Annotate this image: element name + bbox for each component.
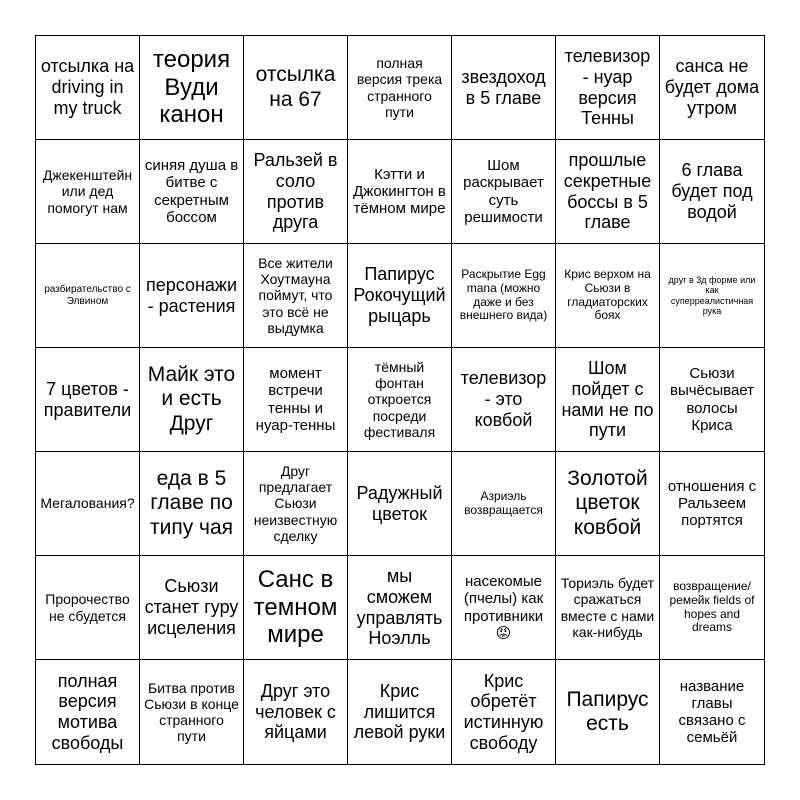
bingo-cell-text: Кэтти и Джокингтон в тёмном мире (353, 165, 446, 218)
bingo-cell[interactable] (556, 36, 660, 140)
bingo-cell-text: друг в 3д форме или как суперреалистичная рука (668, 274, 756, 316)
bingo-cell[interactable] (556, 452, 660, 556)
bingo-cell-text: разбирательство с Элвином (44, 284, 131, 307)
bingo-cell[interactable] (660, 556, 764, 660)
bingo-cell[interactable] (556, 556, 660, 660)
bingo-cell-text: прошлые секретные боссы в 5 главе (563, 150, 652, 233)
bingo-cell[interactable] (452, 244, 556, 348)
bingo-cell-text: момент встречи тенны и нуар-тенны (255, 365, 336, 434)
bingo-cell[interactable] (660, 452, 764, 556)
bingo-cell-text: Золотой цветок ковбой (567, 467, 648, 539)
bingo-cell[interactable] (140, 660, 244, 764)
bingo-cell[interactable] (36, 660, 140, 764)
bingo-cell[interactable] (452, 556, 556, 660)
bingo-cell[interactable] (244, 452, 348, 556)
bingo-cell[interactable] (244, 660, 348, 764)
bingo-cell-text: персонажи - растения (145, 274, 238, 316)
bingo-cell[interactable] (660, 36, 764, 140)
bingo-cell-text: насекомые (пчелы) как противники 😡 (463, 573, 544, 642)
bingo-cell[interactable] (452, 36, 556, 140)
bingo-board (35, 35, 765, 765)
bingo-cell-text: отсылка на 67 (255, 63, 336, 111)
bingo-cell-text: Майк это и есть Друг (147, 363, 236, 435)
bingo-cell-text: Папирус есть (566, 687, 649, 735)
bingo-cell[interactable] (36, 244, 140, 348)
bingo-cell-text: Крис лишится левой руки (353, 680, 446, 743)
bingo-cell[interactable] (348, 556, 452, 660)
bingo-cell-text: теория Вуди канон (152, 46, 231, 129)
bingo-cell[interactable] (140, 556, 244, 660)
bingo-cell-text: Мегалования? (40, 495, 135, 512)
bingo-cell[interactable] (452, 140, 556, 244)
bingo-cell[interactable] (36, 140, 140, 244)
bingo-cell[interactable] (244, 244, 348, 348)
bingo-cell[interactable] (452, 452, 556, 556)
bingo-cell-text: Шом пойдет с нами не по пути (561, 358, 654, 441)
bingo-cell-text: полная версия мотива свободы (51, 670, 124, 753)
bingo-cell[interactable] (36, 556, 140, 660)
bingo-cell[interactable] (140, 140, 244, 244)
bingo-cell[interactable] (36, 452, 140, 556)
bingo-cell-text: Пророчество не сбудется (45, 591, 130, 624)
bingo-cell-text: 7 цветов - правители (43, 378, 132, 420)
bingo-cell-text: телевизор - это ковбой (460, 368, 547, 430)
bingo-cell[interactable] (556, 244, 660, 348)
bingo-cell-text: санса не будет дома утром (664, 56, 760, 118)
bingo-cell[interactable] (660, 348, 764, 452)
bingo-cell-text: возвращение/ремейк fields of hopes and dreams (669, 578, 755, 635)
bingo-cell-text: отсылка на driving in my truck (40, 56, 135, 118)
bingo-cell[interactable] (452, 348, 556, 452)
bingo-cell-text: Крис обретёт истинную свободу (463, 670, 544, 753)
bingo-cell-text: Шом раскрывает суть решимости (463, 157, 544, 226)
bingo-cell-text: Папирус Рокочущий рыцарь (353, 264, 446, 326)
bingo-cell-text: Радужный цветок (356, 482, 443, 524)
bingo-cell-text: телевизор - нуар версия Тенны (564, 46, 651, 129)
bingo-cell[interactable] (660, 660, 764, 764)
bingo-cell[interactable] (348, 348, 452, 452)
bingo-cell-text: Битва против Сьюзи в конце странного пути (144, 679, 239, 745)
bingo-cell[interactable] (348, 660, 452, 764)
bingo-cell-text: Крис верхом на Сьюзи в гладиаторских боях (564, 266, 651, 323)
bingo-cell-text: название главы связано с семьёй (678, 677, 746, 747)
bingo-cell-text: звездоход в 5 главе (461, 66, 546, 108)
bingo-cell-text: Все жители Хоутмауна поймут, что это всё не выдумка (258, 255, 333, 336)
bingo-cell-text: Раскрытие Egg mana (можно даже и без внешнего вида) (459, 266, 548, 323)
bingo-cell[interactable] (556, 348, 660, 452)
bingo-cell[interactable] (660, 140, 764, 244)
bingo-cell[interactable] (244, 36, 348, 140)
bingo-cell-text: синяя душа в битве с секретным боссом (144, 157, 239, 226)
bingo-cell[interactable] (36, 348, 140, 452)
bingo-cell-text: тёмный фонтан откроется посреди фестиваля (363, 359, 436, 440)
bingo-cell-text: Джекенштейн или дед помогут нам (42, 167, 133, 216)
bingo-cell[interactable] (348, 140, 452, 244)
bingo-cell[interactable] (452, 660, 556, 764)
bingo-cell[interactable] (660, 244, 764, 348)
bingo-cell[interactable] (348, 244, 452, 348)
bingo-cell[interactable] (556, 660, 660, 764)
bingo-cell-text: мы сможем управлять Ноэлль (356, 566, 443, 649)
bingo-cell-text: Ториэль будет сражаться вместе с нами как-нибудь (560, 575, 655, 640)
bingo-cell-text: Друг предлагает Сьюзи неизвестную сделку (253, 463, 338, 544)
bingo-cell[interactable] (348, 452, 452, 556)
bingo-cell[interactable] (244, 348, 348, 452)
bingo-cell-text: Сьюзи вычёсывает волосы Криса (669, 365, 755, 434)
bingo-cell[interactable] (140, 36, 244, 140)
bingo-cell[interactable] (244, 140, 348, 244)
bingo-cell[interactable] (140, 244, 244, 348)
bingo-cell-text: Санс в темном мире (253, 566, 338, 649)
bingo-cell[interactable] (348, 36, 452, 140)
bingo-cell-text: Друг это человек с яйцами (255, 680, 336, 743)
bingo-cell[interactable] (556, 140, 660, 244)
bingo-cell-text: отношения с Ральзеем портятся (667, 477, 757, 530)
bingo-cell-text: еда в 5 главе по типу чая (149, 467, 234, 539)
bingo-cell[interactable] (140, 452, 244, 556)
bingo-cell-text: Азриэль возвращается (464, 488, 543, 517)
bingo-cell[interactable] (244, 556, 348, 660)
bingo-cell-text: полная версия трека странного пути (356, 55, 443, 120)
bingo-cell[interactable] (140, 348, 244, 452)
bingo-cell-text: Ральзей в соло против друга (253, 150, 338, 233)
bingo-cell[interactable] (36, 36, 140, 140)
bingo-cell-text: Сьюзи станет гуру исцеления (144, 576, 239, 638)
bingo-cell-text: 6 глава будет под водой (671, 160, 753, 222)
